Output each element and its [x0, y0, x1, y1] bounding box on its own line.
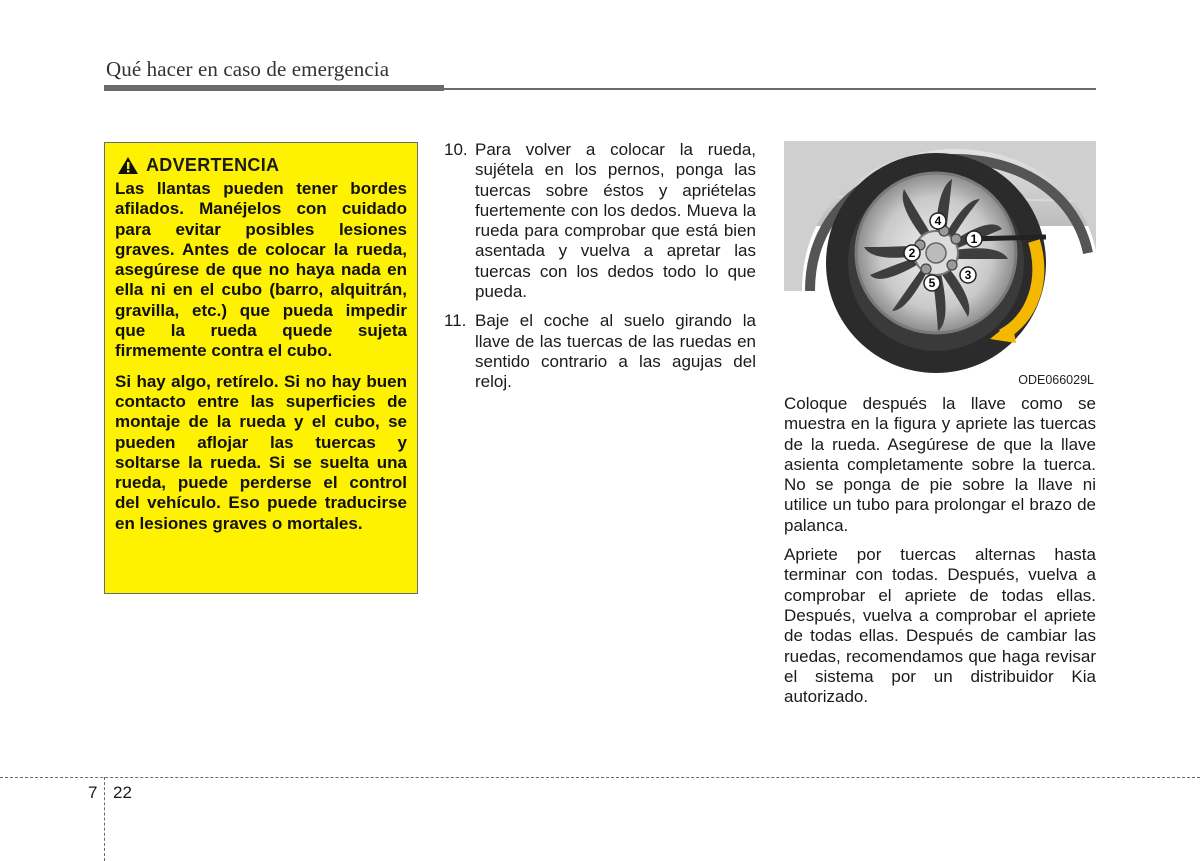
- right-paragraph-2: Apriete por tuercas alternas hasta terminar con todas. Después, vuelva a comprobar el apriete de todas ellas. Después, vuelva a comprobar el apriete de todas ellas. Después de cambiar las ruedas, recomendamos que haga revisar el sistema por un distribuidor Kia autorizado.: [784, 545, 1096, 707]
- step-list: [444, 140, 756, 402]
- callout-2: 2: [908, 246, 916, 260]
- right-column: [784, 394, 1096, 716]
- warning-title: ADVERTENCIA: [146, 155, 280, 175]
- figure-code: ODE066029L: [1018, 373, 1094, 387]
- header-rule-thin: [444, 88, 1096, 90]
- page-number: 22: [113, 783, 132, 802]
- warning-triangle-icon: [117, 156, 139, 175]
- warning-paragraph-1: Las llantas pueden tener bordes afilados. Manéjelos con cuidado para evitar posibles lesiones graves. Antes de colocar la rueda, asegúrese de que no haya nada en ella ni en el cubo (barro, alquitrán, gravilla, etc.) que pueda impedir que la rueda quede sujeta firmemente contra el cubo.: [115, 179, 407, 361]
- page-header-title: Qué hacer en caso de emergencia: [106, 57, 390, 81]
- warning-paragraph-2: Si hay algo, retírelo. Si no hay buen contacto entre las superficies de montaje de la rueda y el cubo, se pueden aflojar las tuercas y soltarse la rueda. Si se suelta una rueda, puede perderse el control del vehículo. Eso puede traducirse en lesiones graves o mortales.: [115, 371, 407, 533]
- warning-box: [104, 142, 418, 594]
- step-number: 10.: [444, 140, 468, 159]
- callout-3: 3: [964, 268, 972, 282]
- right-paragraph-1: Coloque después la llave como se muestra en la figura y apriete las tuercas de la rueda. Asegúrese de que la llave asienta completamente sobre la tuerca. No se ponga de pie sobre la llave ni utilice un tubo para prolongar el brazo de palanca.: [784, 394, 1096, 535]
- step-text: Para volver a colocar la rueda, sujétela en los pernos, ponga las tuercas sobre éstos y apriételas fuertemente con los dedos. Mueva la rueda para comprobar que está bien asentada y vuelva a apretar las tuercas con los dedos todo lo que pueda.: [475, 140, 756, 302]
- warning-header: [117, 155, 407, 176]
- wheel-figure: [784, 141, 1096, 391]
- chapter-number: 7: [88, 783, 98, 802]
- footer-divider: [0, 777, 1200, 778]
- footer-vertical-divider: [104, 777, 105, 861]
- step-text: Baje el coche al suelo girando la llave de las tuercas de las ruedas en sentido contrario a las agujas del reloj.: [475, 311, 756, 392]
- step-item-11: [444, 311, 756, 392]
- header-rule-thick: [104, 85, 444, 91]
- step-item-10: [444, 140, 756, 302]
- wheel-illustration: [784, 141, 1096, 391]
- callout-5: 5: [928, 276, 936, 290]
- callout-1: 1: [970, 232, 978, 246]
- step-number: 11.: [444, 311, 467, 331]
- callout-4: 4: [934, 214, 942, 228]
